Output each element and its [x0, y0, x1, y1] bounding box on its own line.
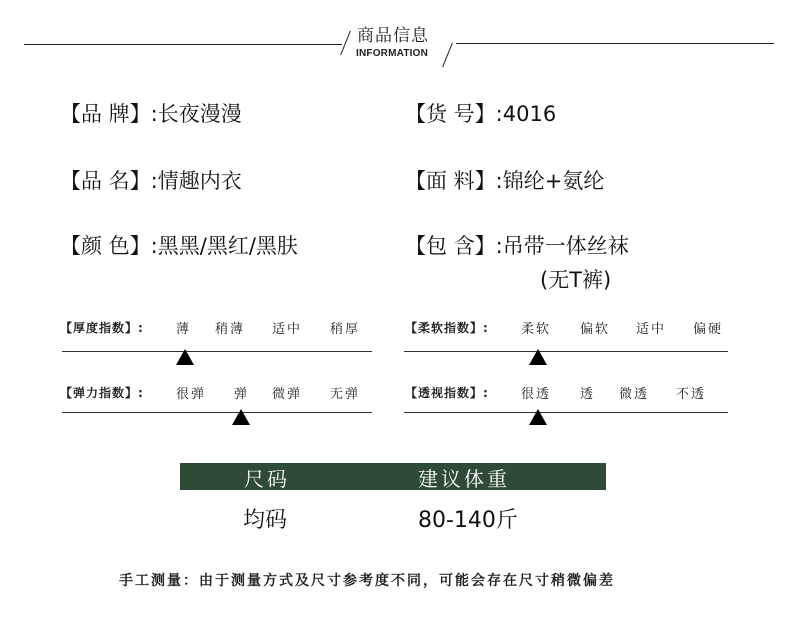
spec-fabric	[405, 165, 604, 195]
size-table-cell-weight: 80-140斤	[418, 508, 518, 533]
spec-fabric-value: 锦纶+氨纶	[502, 169, 605, 193]
spec-color	[60, 230, 298, 260]
spec-fabric-label: 【面 料】:	[405, 169, 503, 193]
size-table-cell-size: 均码	[243, 508, 288, 533]
spec-brand-label: 【品 牌】:	[60, 102, 158, 126]
elasticity-scale-line	[62, 412, 372, 413]
elasticity-marker	[232, 409, 250, 425]
spec-contents	[405, 230, 629, 260]
softness-label: 【柔软指数】:	[405, 321, 489, 335]
thickness-marker	[176, 349, 194, 365]
spec-contents-label: 【包 含】:	[405, 234, 503, 258]
transparency-option: 透	[580, 387, 596, 402]
transparency-scale-line	[404, 412, 728, 413]
size-table-header-size: 尺码	[244, 467, 290, 491]
softness-option: 偏硬	[693, 322, 724, 337]
spec-color-label: 【颜 色】:	[60, 234, 158, 258]
elasticity-option: 弹	[234, 387, 250, 402]
softness-option: 柔软	[521, 322, 552, 337]
elasticity-option: 很弹	[176, 387, 207, 402]
thickness-option: 薄	[176, 322, 192, 337]
transparency-option: 微透	[619, 387, 650, 402]
spec-name	[60, 165, 242, 195]
header-right-line	[456, 43, 774, 44]
elasticity-option: 无弹	[330, 387, 361, 402]
thickness-label: 【厚度指数】:	[60, 321, 144, 335]
elasticity-option: 微弹	[272, 387, 303, 402]
transparency-option: 不透	[676, 387, 707, 402]
thickness-scale-line	[62, 351, 372, 352]
spec-name-value: 情趣内衣	[157, 169, 242, 193]
spec-item-no	[405, 98, 556, 128]
measurement-note: 手工测量：由于测量方式及尺寸参考度不同，可能会存在尺寸稍微偏差	[119, 573, 615, 589]
thickness-option: 稍薄	[215, 322, 246, 337]
thickness-option: 稍厚	[330, 322, 361, 337]
spec-contents-value: 吊带一体丝袜	[502, 234, 629, 258]
transparency-label: 【透视指数】:	[405, 386, 489, 400]
softness-scale-line	[404, 351, 728, 352]
size-table-header-weight: 建议体重	[418, 467, 510, 491]
header-left-line	[24, 44, 342, 45]
spec-brand-value: 长夜漫漫	[157, 102, 242, 126]
spec-name-label: 【品 名】:	[60, 169, 158, 193]
spec-contents-value2: (无T裤)	[540, 268, 612, 292]
softness-option: 偏软	[580, 322, 611, 337]
spec-item-no-value: 4016	[502, 102, 557, 126]
transparency-marker	[529, 409, 547, 425]
softness-option: 适中	[636, 322, 667, 337]
header-title-cn: 商品信息	[357, 26, 429, 46]
spec-item-no-label: 【货 号】:	[405, 102, 503, 126]
spec-color-value: 黑黑/黑红/黑肤	[157, 234, 298, 258]
elasticity-label: 【弹力指数】:	[60, 386, 144, 400]
thickness-option: 适中	[272, 322, 303, 337]
header-left-slash	[340, 31, 351, 55]
spec-brand	[60, 98, 242, 128]
header-title-en: INFORMATION	[356, 48, 429, 59]
transparency-option: 很透	[521, 387, 552, 402]
softness-marker	[529, 349, 547, 365]
header-right-slash	[442, 43, 453, 67]
